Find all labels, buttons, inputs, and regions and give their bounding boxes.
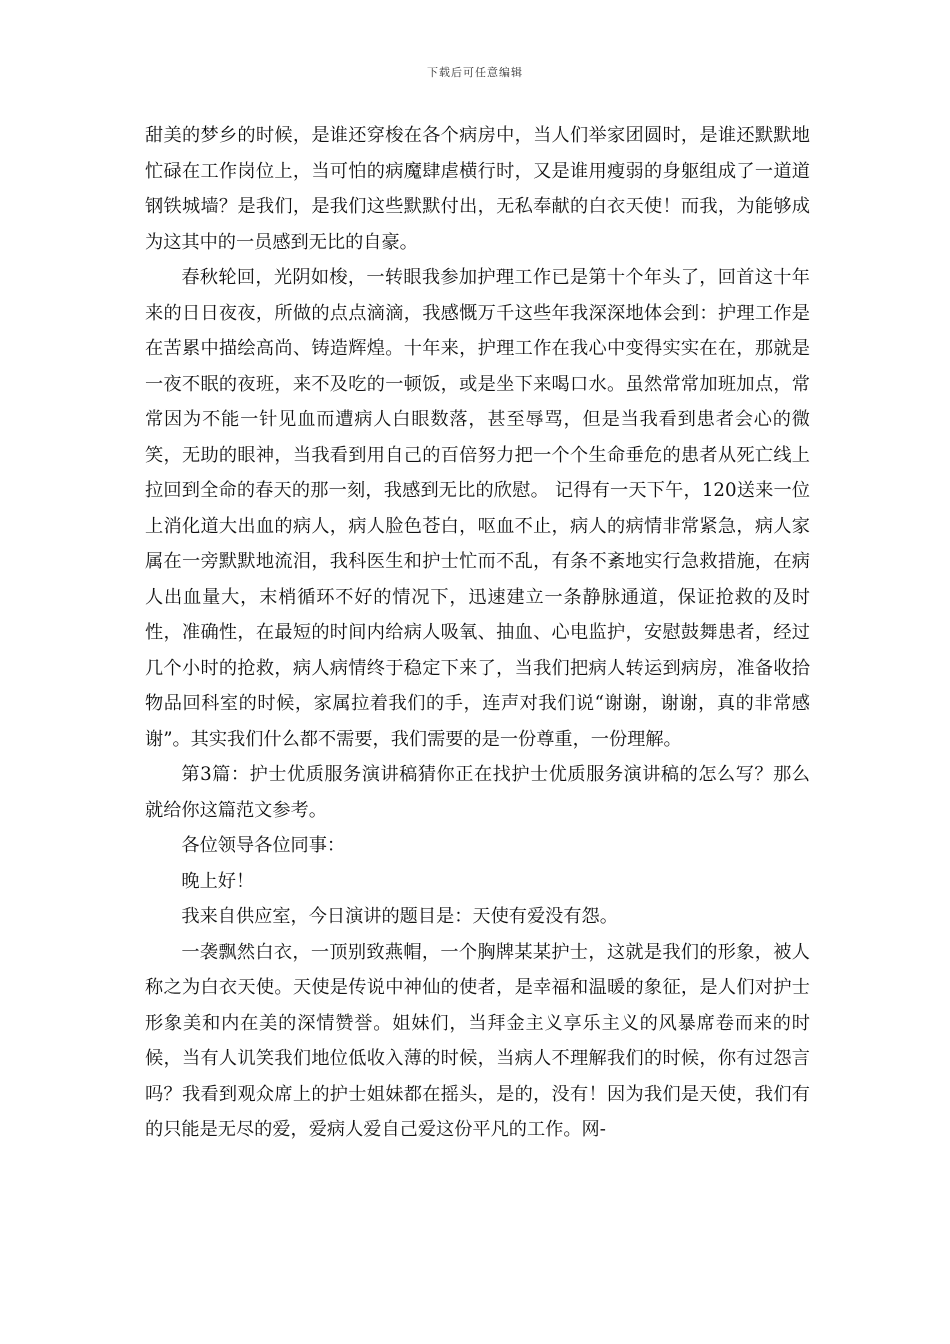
paragraph-4: 各位领导各位同事： xyxy=(181,835,346,856)
paragraph-2: 春秋轮回，光阴如梭，一转眼我参加护理工作已是第十个年头了，回首这十年来的日日夜夜，所做的点点滴滴，我感慨万千这些年我深深地体会到：护理工作是在苦累中描绘高尚、铸造辉煌。十年来，护理工作在我心中变得实实在在，那就是一夜不眠的夜班，来不及吃的一顿饭，或是坐下来喝口水。虽然常常加班加点，常常因为不能一针见血而遭病人白眼数落，甚至辱骂，但是当我看到患者会心的微笑，无助的眼神，当我看到用自己的百倍努力把一个个生命垂危的患者从死亡线上拉回到全命的春天的那一刻，我感到无比的欣慰。 记得有一天下午，120送来一位上消化道大出血的病人，病人脸色苍白，呕血不止，病人的病情非常紧急，病人家属在一旁默默地流泪，我科医生和护士忙而不乱，有条不紊地实行急救措施，在病人出血量大，末梢循环不好的情况下，迅速建立一条静脉通道，保证抢救的及时性，准确性，在最短的时间内给病人吸氧、抽血、心电监护，安慰鼓舞患者，经过几个小时的抢救，病人病情终于稳定下来了，当我们把病人转运到病房，准备收拾物品回科室的时候，家属拉着我们的手，连声对我们说“谢谢，谢谢，真的非常感谢”。其实我们什么都不需要，我们需要的是一份尊重，一份理解。 xyxy=(145,267,810,750)
document-body xyxy=(145,118,810,1148)
paragraph-6: 我来自供应室，今日演讲的题目是：天使有爱没有怨。 xyxy=(181,906,618,927)
paragraph-7: 一袭飘然白衣，一顶别致燕帽，一个胸牌某某护士，这就是我们的形象，被人称之为白衣天使。天使是传说中神仙的使者，是幸福和温暖的象征，是人们对护士形象美和内在美的深情赞誉。姐妹们，当拜金主义享乐主义的风暴席卷而来的时候，当有人讥笑我们地位低收入薄的时候，当病人不理解我们的时候，你有过怨言吗？我看到观众席上的护士姐妹都在摇头，是的，没有！因为我们是天使，我们有的只能是无尽的爱，爱病人爱自己爱这份平凡的工作。网- xyxy=(145,941,810,1140)
paragraph-3: 第3篇：护士优质服务演讲稿猜你正在找护士优质服务演讲稿的怎么写？那么就给你这篇范文参考。 xyxy=(145,764,810,821)
page-header: 下载后可任意编辑 xyxy=(427,66,523,79)
paragraph-5: 晚上好！ xyxy=(181,870,255,892)
paragraph-1: 甜美的梦乡的时候，是谁还穿梭在各个病房中，当人们举家团圆时，是谁还默默地忙碌在工作岗位上，当可怕的病魔肆虐横行时，又是谁用瘦弱的身躯组成了一道道钢铁城墙？是我们，是我们这些默默付出，无私奉献的白衣天使！而我，为能够成为这其中的一员感到无比的自豪。 xyxy=(145,125,810,253)
